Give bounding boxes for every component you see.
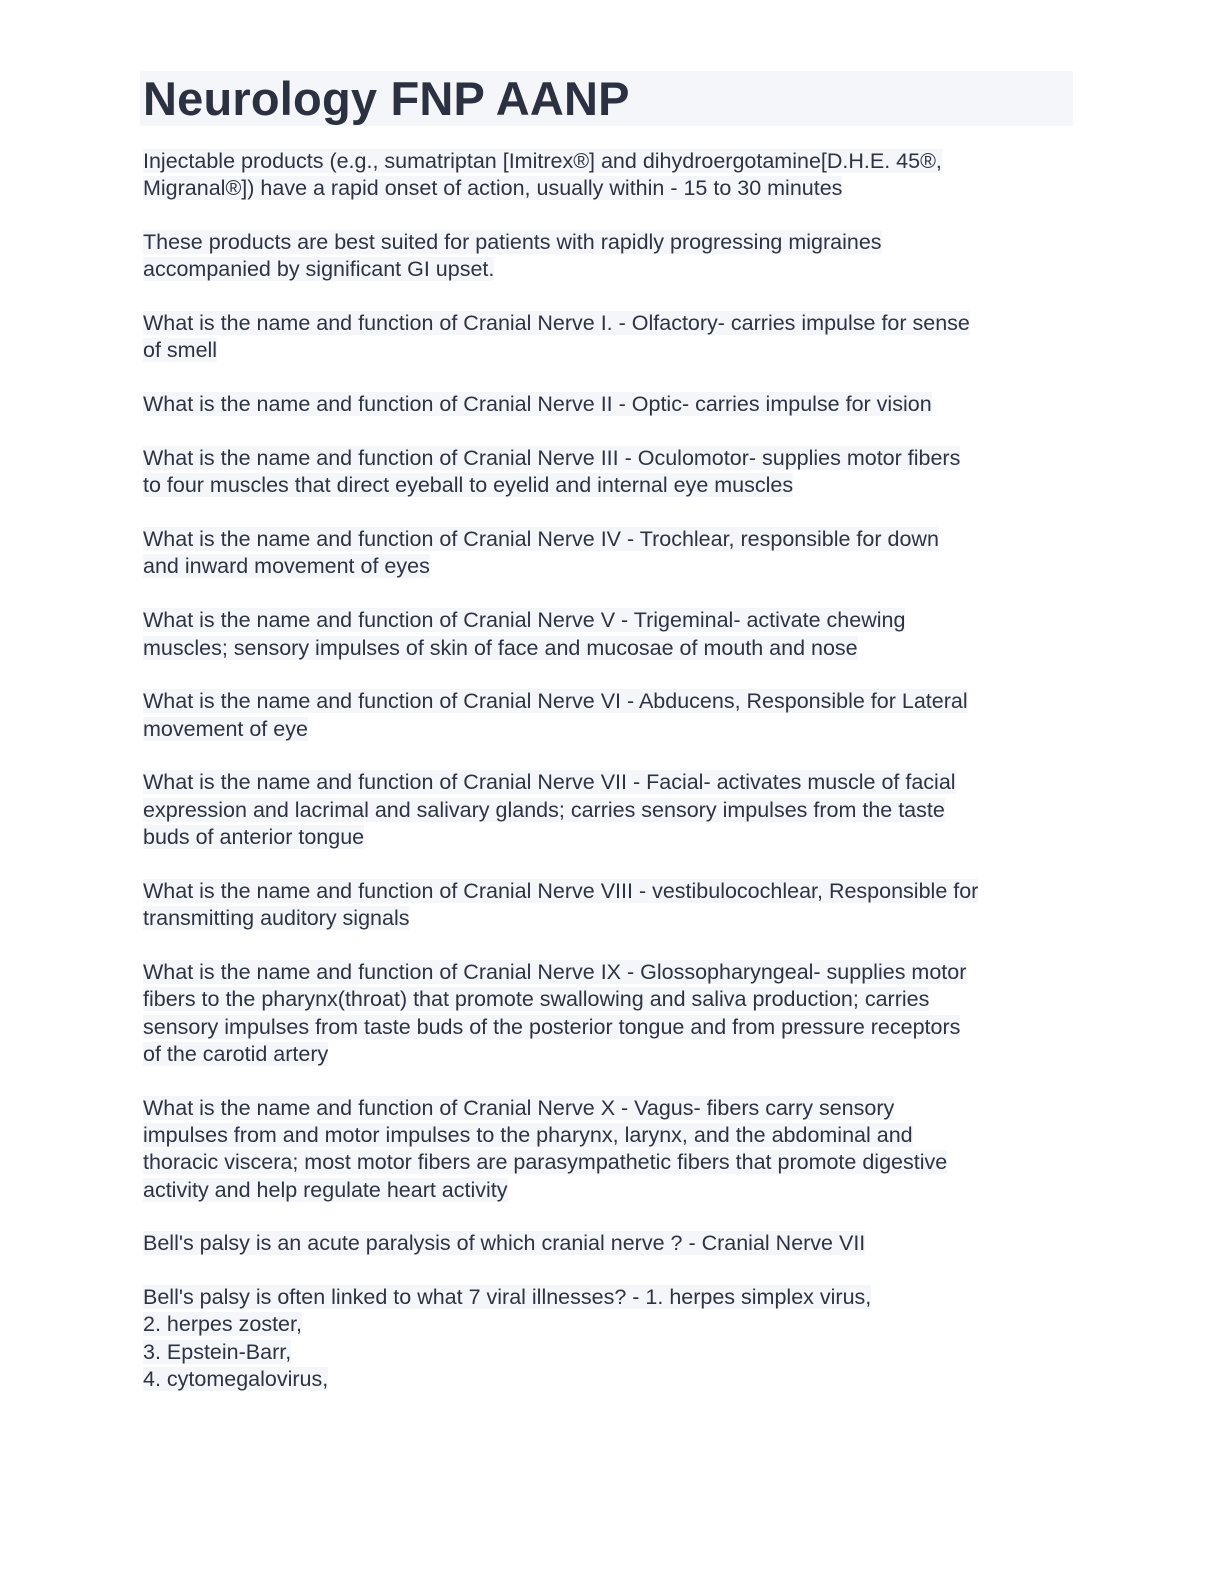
paragraph-text: What is the name and function of Cranial Nerve X - Vagus- fibers carry sensory impulses from and motor impulses to the pharynx, larynx, and the abdominal and thoracic viscera; most motor fibers are parasympathetic fibers that promote digestive activity and help regulate heart activity [143, 1095, 948, 1202]
paragraph-text: What is the name and function of Cranial Nerve V - Trigeminal- activate chewing muscles; sensory impulses of skin of face and mucosae of mouth and nose [143, 608, 906, 660]
paragraph-cranial-nerve-3 [143, 445, 1073, 500]
paragraph-text: Bell's palsy is often linked to what 7 viral illnesses? - 1. herpes simplex virus, 2. herpes zoster, 3. Epstein-Barr, 4. cytomegalovirus, [143, 1285, 872, 1391]
paragraph-injectable-products [143, 148, 1073, 203]
paragraph-text: What is the name and function of Cranial Nerve VI - Abducens, Responsible for Lateral movement of eye [143, 689, 968, 741]
paragraph-products-best-suited [143, 229, 1073, 284]
paragraph-cranial-nerve-9 [143, 959, 1073, 1068]
paragraph-text: What is the name and function of Cranial Nerve VII - Facial- activates muscle of facial expression and lacrimal and salivary glands; carries sensory impulses from the taste buds of anterior tongue [143, 770, 956, 850]
paragraph-text: What is the name and function of Cranial Nerve VIII - vestibulocochlear, Responsible for transmitting auditory signals [143, 878, 979, 931]
paragraph-text: These products are best suited for patients with rapidly progressing migraines accompanied by significant GI upset. [143, 230, 882, 282]
page-title: Neurology FNP AANP [140, 71, 1073, 126]
paragraph-text: Injectable products (e.g., sumatriptan [Imitrex®] and dihydroergotamine[D.H.E. 45®, Migranal®]) have a rapid onset of action, usually within - 15 to 30 minutes [143, 149, 942, 201]
paragraph-cranial-nerve-2 [143, 391, 1073, 418]
paragraph-text: What is the name and function of Cranial Nerve II - Optic- carries impulse for vision [143, 392, 932, 417]
paragraph-cranial-nerve-5 [143, 607, 1073, 662]
paragraph-text: Bell's palsy is an acute paralysis of which cranial nerve ? - Cranial Nerve VII [143, 1231, 866, 1256]
document-page [143, 71, 1073, 1420]
paragraph-cranial-nerve-4 [143, 526, 1073, 581]
paragraph-cranial-nerve-10 [143, 1095, 1073, 1204]
paragraph-bells-palsy-nerve [143, 1230, 1073, 1257]
paragraph-cranial-nerve-1 [143, 310, 1073, 365]
paragraph-cranial-nerve-6 [143, 688, 1073, 743]
paragraph-text: What is the name and function of Cranial Nerve IV - Trochlear, responsible for down and inward movement of eyes [143, 527, 939, 579]
paragraph-text: What is the name and function of Cranial Nerve I. - Olfactory- carries impulse for sense of smell [143, 311, 970, 363]
paragraph-bells-palsy-viral [143, 1284, 1073, 1393]
paragraph-cranial-nerve-7 [143, 769, 1073, 851]
paragraph-cranial-nerve-8 [143, 878, 1073, 933]
paragraph-text: What is the name and function of Cranial Nerve III - Oculomotor- supplies motor fibers to four muscles that direct eyeball to eyelid and internal eye muscles [143, 446, 961, 498]
paragraph-text: What is the name and function of Cranial Nerve IX - Glossopharyngeal- supplies motor fibers to the pharynx(throat) that promote swallowing and saliva production; carries sensory impulses from taste buds of the posterior tongue and from pressure receptors of the carotid artery [143, 959, 967, 1066]
